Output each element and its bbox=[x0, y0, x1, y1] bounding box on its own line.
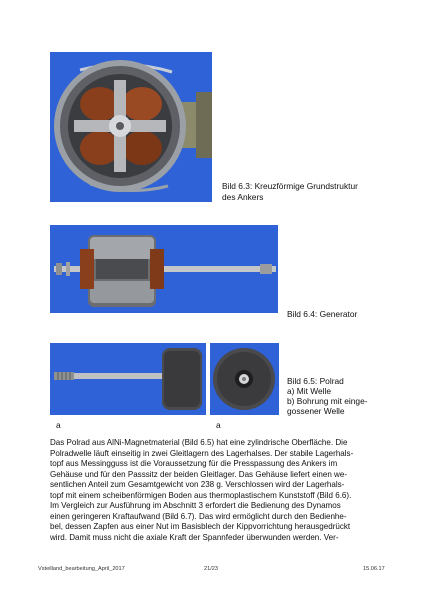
caption-bild-6-3: Bild 6.3: Kreuzförmige Grundstruktur des Ankers bbox=[222, 181, 358, 202]
footer-page-number: 21/23 bbox=[204, 566, 218, 572]
polrad-bohrung-illustration bbox=[210, 343, 279, 415]
footer-date: 15.06.17 bbox=[363, 566, 385, 572]
body-line: Polradwelle läuft einseitig in zwei Gleitlagern des Lagerhalses. Der stabile Lagerhals- bbox=[50, 448, 354, 458]
photo-polrad-bohrung bbox=[210, 343, 279, 415]
label-a-left: a bbox=[56, 420, 61, 430]
caption-bild-6-5: Bild 6.5: Polrad a) Mit Welle b) Bohrung mit einge- gossener Welle bbox=[287, 376, 368, 416]
photo-anker-grundstruktur bbox=[50, 52, 212, 202]
body-line: topf mit einem scheibenförmigen Boden aus thermoplastischem Kunststoff (Bild 6.6). bbox=[50, 490, 352, 500]
caption-bild-6-4: Bild 6.4: Generator bbox=[287, 309, 358, 319]
body-line: Das Polrad aus AlNi-Magnetmaterial (Bild 6.5) hat eine zylindrische Oberfläche. Die bbox=[50, 438, 348, 447]
footer-left: Vsteilland_bearbeitung_April_2017 bbox=[38, 566, 125, 572]
body-line: sentlichen Anteil zum Gesamtgewicht von 238 g. Verschlossen wird der Lagerhals- bbox=[50, 480, 345, 490]
body-line: einen geringeren Kraftaufwand (Bild 6.7). Das wird ermöglicht durch den Bedienhe- bbox=[50, 511, 347, 521]
body-line: wird. Damit muss nicht die axiale Kraft der Spannfeder überwunden werden. Ver- bbox=[50, 532, 339, 542]
photo-polrad-mit-welle bbox=[50, 343, 206, 415]
body-line: Im Vergleich zur Ausführung im Abschnitt 3 erfordert die Bedienung des Dynamos bbox=[50, 501, 341, 511]
body-line: Gehäuse und für den Passsitz der beiden Gleitlager. Das Gehäuse liefert einen we- bbox=[50, 469, 348, 479]
body-line: topf aus Messingguss ist die Voraussetzung für die Presspassung des Ankers im bbox=[50, 459, 338, 469]
body-paragraph bbox=[50, 438, 386, 543]
anker-illustration bbox=[50, 52, 212, 202]
label-a-right: a bbox=[216, 420, 221, 430]
body-line: bel, dessen Zapfen aus einer Nut im Basisblech der Kippvorrichtung herausgedrückt bbox=[50, 522, 351, 532]
generator-illustration bbox=[50, 225, 278, 313]
photo-generator bbox=[50, 225, 278, 313]
polrad-welle-illustration bbox=[50, 343, 206, 415]
